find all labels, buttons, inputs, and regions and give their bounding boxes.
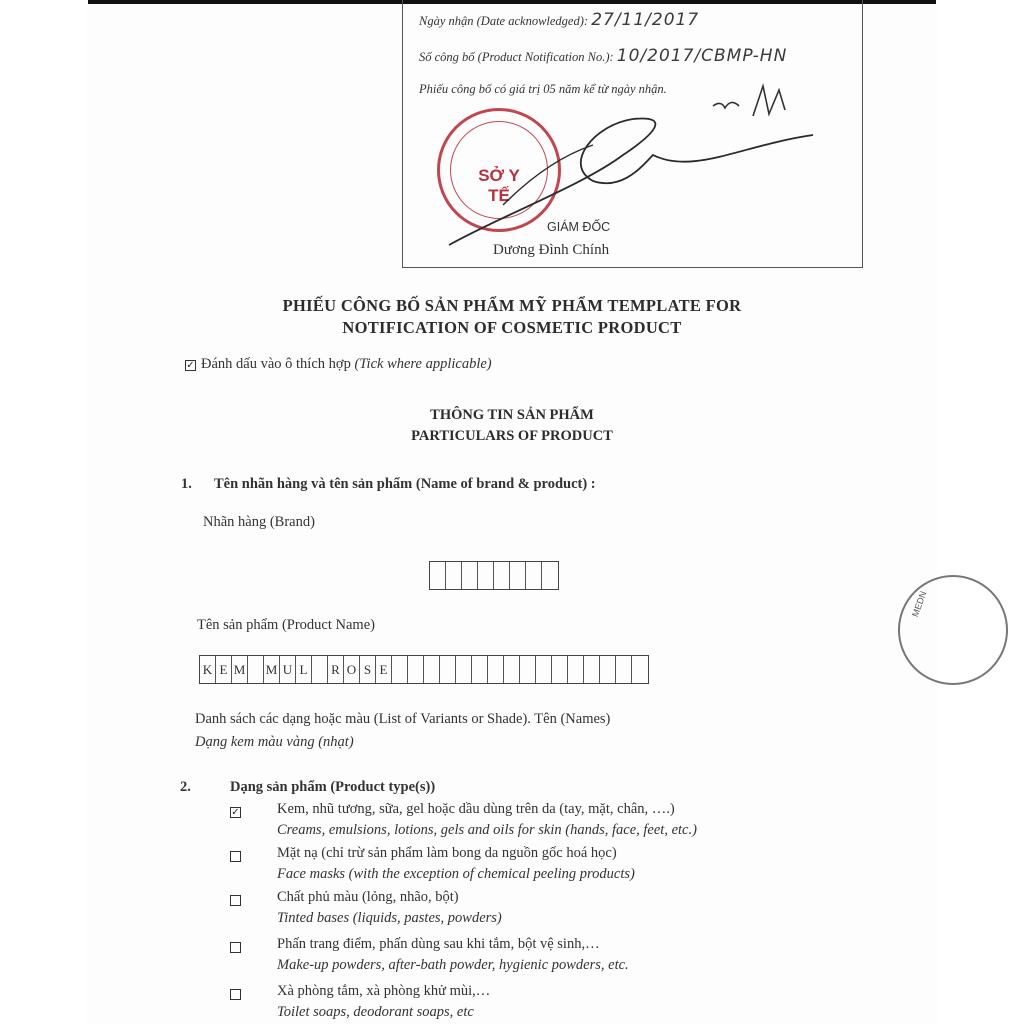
product-char-box xyxy=(584,656,600,683)
notification-number-value: 10/2017/CBMP-HN xyxy=(616,46,788,66)
section-1-number: 1. xyxy=(181,476,192,492)
section-2-number: 2. xyxy=(180,779,191,795)
product-char-box xyxy=(552,656,568,683)
brand-char-box xyxy=(526,562,542,589)
product-char-box xyxy=(616,656,632,683)
tick-note xyxy=(201,356,492,373)
product-char-box xyxy=(632,656,648,683)
tick-note-italic: (Tick where applicable) xyxy=(354,356,492,372)
section-heading-en: PARTICULARS OF PRODUCT xyxy=(411,428,613,444)
director-signature-icon xyxy=(443,95,823,255)
brand-label: Nhãn hàng (Brand) xyxy=(203,514,315,530)
product-type-label-vi: Phấn trang điểm, phấn dùng sau khi tắm, bột vệ sinh,… xyxy=(277,936,600,952)
product-type-checkbox[interactable] xyxy=(230,851,241,862)
product-type-label-en: Toilet soaps, deodorant soaps, etc xyxy=(277,1004,474,1020)
variants-value: Dạng kem màu vàng (nhạt) xyxy=(195,734,354,750)
product-char-box xyxy=(392,656,408,683)
product-type-checkbox-checked[interactable]: ✓ xyxy=(231,807,240,818)
product-type-label-en: Tinted bases (liquids, pastes, powders) xyxy=(277,910,502,926)
product-char-box xyxy=(424,656,440,683)
product-char-box xyxy=(568,656,584,683)
product-type-label-vi: Chất phủ màu (lỏng, nhão, bột) xyxy=(277,889,459,905)
product-type-label-en: Creams, emulsions, lotions, gels and oils for skin (hands, face, feet, etc.) xyxy=(277,822,697,838)
product-type-label-vi: Kem, nhũ tương, sữa, gel hoặc dầu dùng trên da (tay, mặt, chân, ….) xyxy=(277,801,675,817)
director-title: GIÁM ĐỐC xyxy=(547,220,611,234)
section-heading-vi: THÔNG TIN SẢN PHẨM xyxy=(430,407,594,423)
brand-char-box xyxy=(462,562,478,589)
product-char-box xyxy=(520,656,536,683)
product-char-box: M xyxy=(232,656,248,683)
form-title-line-1: PHIẾU CÔNG BỐ SẢN PHẨM MỸ PHẨM TEMPLATE FOR xyxy=(282,296,742,315)
product-char-box: E xyxy=(216,656,232,683)
product-char-box xyxy=(312,656,328,683)
product-char-box xyxy=(248,656,264,683)
product-name-input-boxes xyxy=(199,655,649,684)
validity-note: Phiếu công bố có giá trị 05 năm kể từ ngày nhận. xyxy=(419,82,667,96)
product-char-box xyxy=(504,656,520,683)
checked-checkbox-icon: ✓ xyxy=(186,360,195,371)
product-type-checkbox[interactable] xyxy=(230,989,241,1000)
product-char-box: S xyxy=(360,656,376,683)
product-char-box xyxy=(488,656,504,683)
brand-char-box xyxy=(478,562,494,589)
product-name-label: Tên sản phẩm (Product Name) xyxy=(197,617,375,633)
product-type-label-en: Face masks (with the exception of chemical peeling products) xyxy=(277,866,635,882)
date-acknowledged-row xyxy=(419,10,699,30)
product-char-box: L xyxy=(296,656,312,683)
brand-char-box xyxy=(494,562,510,589)
product-char-box xyxy=(600,656,616,683)
brand-char-box xyxy=(542,562,558,589)
seal-text: SỞ Y TẾ xyxy=(478,166,520,205)
tick-note-text: Đánh dấu vào ô thích hợp xyxy=(201,356,351,372)
product-char-box: U xyxy=(280,656,296,683)
product-char-box: R xyxy=(328,656,344,683)
brand-char-box xyxy=(430,562,446,589)
product-char-box: M xyxy=(264,656,280,683)
date-acknowledged-value: 27/11/2017 xyxy=(591,10,700,30)
director-name: Dương Đình Chính xyxy=(493,242,610,258)
partial-seal-text: MEDN xyxy=(910,589,929,619)
product-char-box xyxy=(440,656,456,683)
variants-label: Danh sách các dạng hoặc màu (List of Variants or Shade). Tên (Names) xyxy=(195,711,611,727)
notification-number-row xyxy=(419,46,787,66)
form-title-line-2: NOTIFICATION OF COSMETIC PRODUCT xyxy=(342,318,682,337)
product-type-label-vi: Xà phòng tắm, xà phòng khử mùi,… xyxy=(277,983,491,999)
product-type-checkbox[interactable] xyxy=(230,895,241,906)
product-char-box xyxy=(472,656,488,683)
product-char-box: K xyxy=(200,656,216,683)
product-char-box xyxy=(408,656,424,683)
product-type-label-vi: Mặt nạ (chỉ trừ sản phẩm làm bong da nguồn gốc hoá học) xyxy=(277,845,617,861)
brand-input-boxes xyxy=(429,561,559,590)
section-2-heading: Dạng sản phẩm (Product type(s)) xyxy=(230,779,436,795)
product-char-box xyxy=(536,656,552,683)
product-char-box xyxy=(456,656,472,683)
partial-seal-icon xyxy=(898,575,1008,685)
product-char-box: E xyxy=(376,656,392,683)
acknowledgement-stamp-box xyxy=(402,0,863,268)
date-acknowledged-label: Ngày nhận (Date acknowledged): xyxy=(419,14,589,28)
product-type-label-en: Make-up powders, after-bath powder, hygienic powders, etc. xyxy=(277,957,629,973)
brand-char-box xyxy=(446,562,462,589)
product-type-checkbox[interactable] xyxy=(230,942,241,953)
brand-char-box xyxy=(510,562,526,589)
notification-number-label: Số công bố (Product Notification No.): xyxy=(419,50,614,64)
section-1-heading: Tên nhãn hàng và tên sản phẩm (Name of brand & product) : xyxy=(214,476,596,492)
product-char-box: O xyxy=(344,656,360,683)
